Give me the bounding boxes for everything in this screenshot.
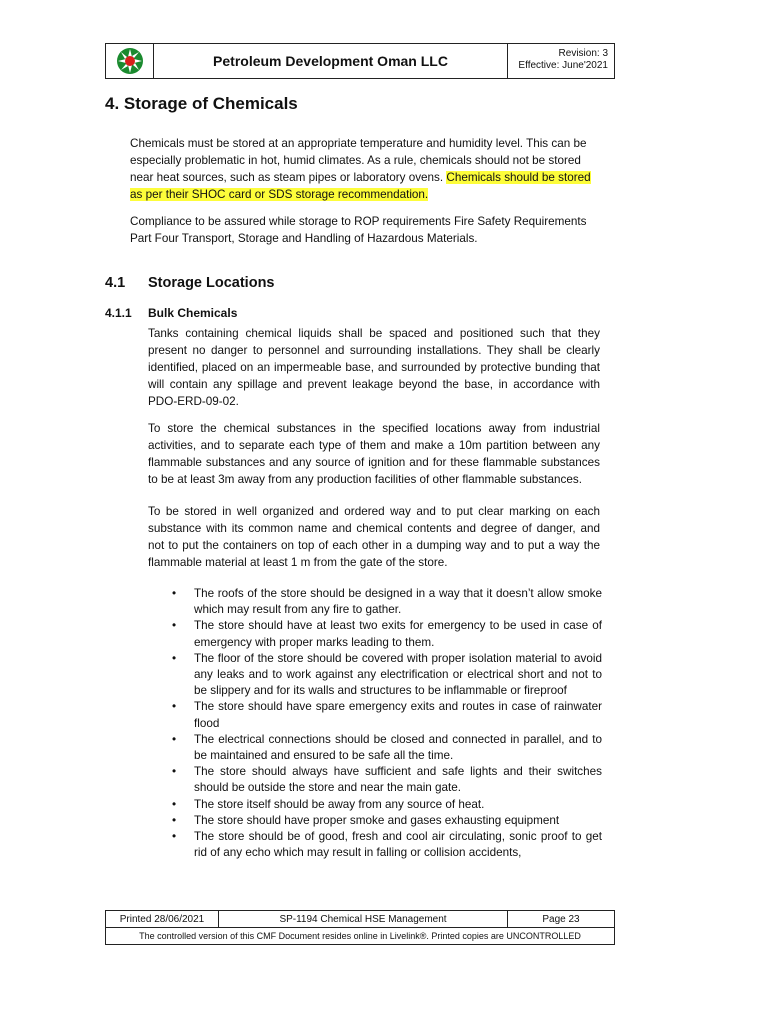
- logo-cell: [106, 44, 154, 78]
- bullet-icon: •: [172, 700, 177, 714]
- subsection-number: 4.1: [105, 275, 126, 291]
- list-item-text: The electrical connections should be closed and connected in parallel, and to be maintained and ensured to be safe all the time.: [194, 732, 602, 763]
- list-item-text: The store should be of good, fresh and cool air circulating, sonic proof to get rid of any echo which may result in falling or collision accidents,: [194, 830, 602, 860]
- revision-info: [508, 44, 614, 78]
- list-item-text: The store should have at least two exits for emergency to be used in case of emergency with proper marks leading to them.: [194, 619, 602, 649]
- subsubsection-heading: [105, 306, 237, 320]
- intro-text: Chemicals must be stored at an appropriate temperature and humidity level. This can be especially problematic in hot, humid climates. As a rule, chemicals should not be stored near heat sources, such as steam pipes or laboratory ovens.: [130, 137, 587, 184]
- list-item-text: The roofs of the store should be designed in a way that it doesn’t allow smoke which may result from any fire to gather.: [194, 587, 602, 617]
- page-footer: [105, 910, 615, 945]
- list-item: [170, 586, 602, 618]
- bullet-icon: •: [172, 619, 177, 633]
- list-item-text: The store should always have sufficient and safe lights and their switches should be outside the store and near the main gate.: [194, 765, 602, 795]
- compliance-paragraph: Compliance to be assured while storage to ROP requirements Fire Safety Requirements Part Four Transport, Storage and Handling of Hazardous Materials.: [130, 215, 587, 245]
- intro-paragraph: [130, 135, 600, 203]
- list-item-text: The floor of the store should be covered with proper isolation material to avoid any leaks and to work against any electrification or electrical short and not to be slippery and for its walls and structures to be inflammable or fireproof: [194, 651, 602, 698]
- revision-label: Revision: 3: [558, 48, 608, 59]
- footer-info-row: [106, 911, 614, 928]
- paragraph-tanks: Tanks containing chemical liquids shall be spaced and positioned such that they present no danger to personnel and surrounding installations. They shall be clearly identified, placed on an impermeable base, and surrounded by protective bunding that will contain any spillage and prevent leakage beyond the base, in accordance with PDO-ERD-09-02.: [148, 327, 600, 408]
- controlled-copy-notice: The controlled version of this CMF Document resides online in Livelink®. Printed copies are UNCONTROLLED: [139, 931, 581, 941]
- list-item: [170, 764, 602, 796]
- list-item: [170, 699, 602, 731]
- section-heading: [105, 94, 298, 114]
- section-title: Storage of Chemicals: [123, 94, 298, 113]
- list-item: [170, 732, 602, 764]
- list-item: [170, 797, 602, 813]
- bullet-icon: •: [172, 797, 177, 811]
- bullet-icon: •: [172, 830, 177, 844]
- subsubsection-title: Bulk Chemicals: [148, 306, 238, 320]
- subsection-heading: [105, 275, 275, 291]
- paragraph-locations: To store the chemical substances in the specified locations away from industrial activities, and to separate each type of them and make a 10m partition between any flammable substances and any source of ignition and for these flammable substances to be at least 3m away from any production facilities of other flammable substances.: [148, 422, 600, 486]
- bullet-icon: •: [172, 587, 177, 600]
- list-item: [170, 829, 602, 861]
- list-item: [170, 813, 602, 829]
- effective-date: Effective: June'2021: [518, 60, 608, 71]
- store-requirements-list: [170, 586, 602, 861]
- list-item: [170, 618, 602, 650]
- list-item-text: The store should have spare emergency exits and routes in case of rainwater flood: [194, 700, 602, 730]
- page-number: Page 23: [542, 913, 580, 925]
- subsection-title: Storage Locations: [148, 275, 275, 291]
- paragraph-organization: To be stored in well organized and ordered way and to put clear marking on each substance with its common name and chemical contents and degree of danger, and not to put the containers on top of each other in a dumping way and to put a way the flammable material at least 1 m from the gate of the store.: [148, 505, 600, 569]
- company-name: Petroleum Development Oman LLC: [154, 44, 508, 78]
- bullet-icon: •: [172, 813, 177, 827]
- bullet-icon: •: [172, 732, 177, 746]
- page-header: [105, 43, 615, 79]
- pdo-logo-icon: [116, 47, 144, 75]
- list-item-text: The store itself should be away from any source of heat.: [194, 797, 485, 811]
- subsubsection-number: 4.1.1: [105, 306, 132, 320]
- printed-date: Printed 28/06/2021: [106, 911, 219, 927]
- bullet-icon: •: [172, 765, 177, 779]
- section-number: 4.: [105, 94, 120, 113]
- list-item: [170, 651, 602, 700]
- highlighted-text: Chemicals should be stored as per their SHOC card or SDS storage recommendation.: [130, 171, 591, 201]
- bullet-icon: •: [172, 651, 177, 665]
- document-title: SP-1194 Chemical HSE Management: [219, 911, 508, 927]
- list-item-text: The store should have proper smoke and gases exhausting equipment: [194, 813, 560, 827]
